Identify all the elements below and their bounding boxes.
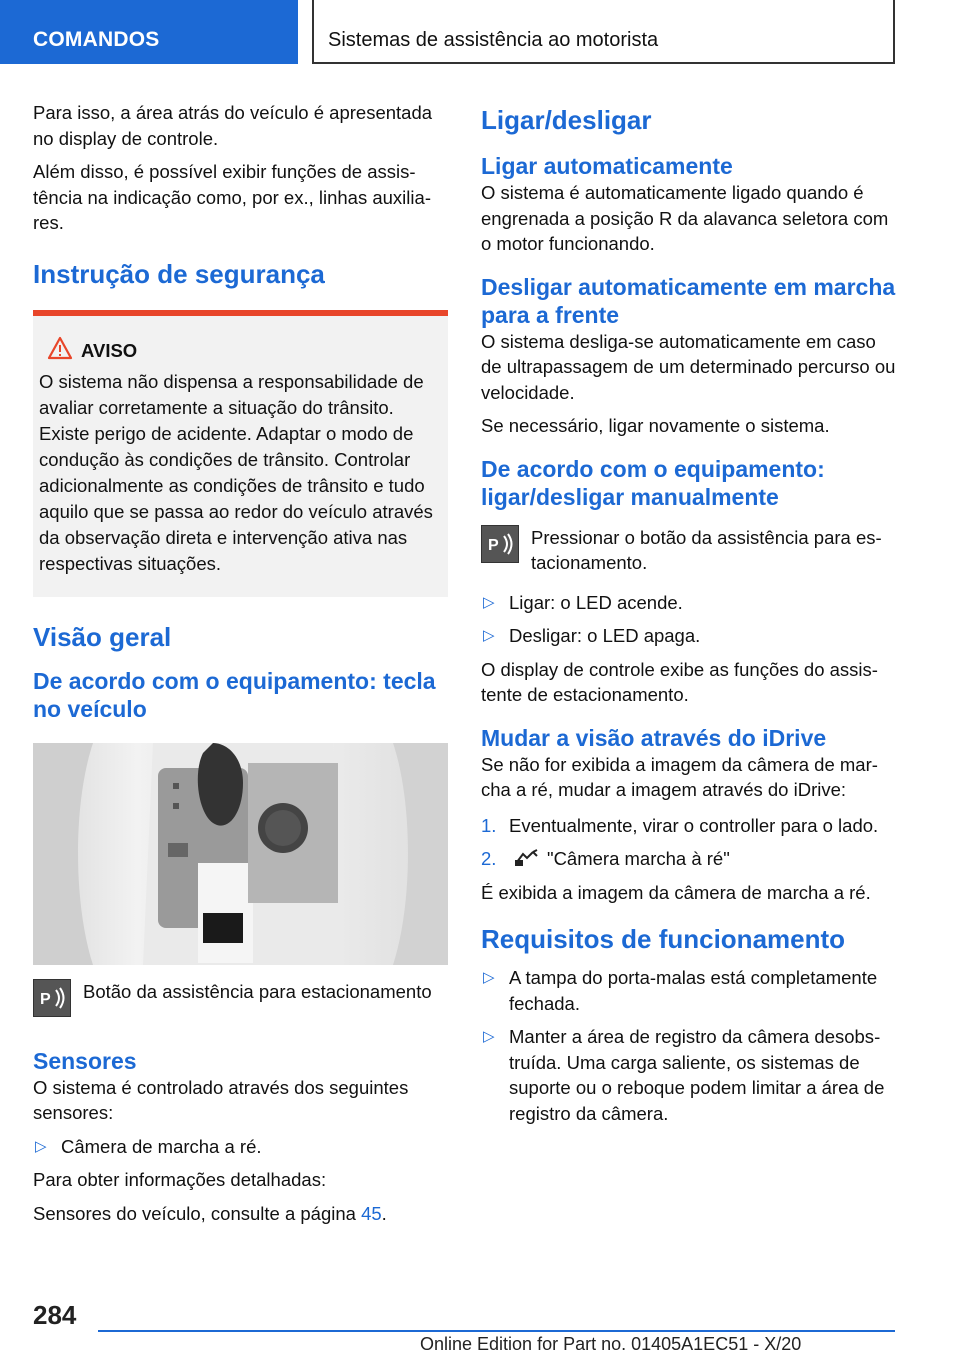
rear-camera-icon bbox=[513, 848, 541, 868]
bullet-icon: ▷ bbox=[483, 593, 495, 611]
list-item: 1. Eventualmente, virar o controller para o lado. bbox=[481, 814, 879, 836]
caption-text: Botão da assistência para estacionamento bbox=[83, 980, 432, 1002]
manual-heading: De acordo com o equipamento: ligar/desligar manualmente bbox=[481, 455, 825, 510]
manual-instruction-text: Pressionar o botão da assistência para estacionamento. bbox=[531, 526, 882, 573]
idrive-heading: Mudar a visão através do iDrive bbox=[481, 724, 827, 751]
warning-box bbox=[33, 316, 448, 597]
details-text: Para obter informações detalhadas: bbox=[33, 1169, 327, 1190]
sensors-text: O sistema é controlado através dos seguintes sensores: bbox=[33, 1076, 409, 1123]
auto-off-heading: Desligar automaticamente em marcha para a frente bbox=[481, 273, 896, 328]
page-reference: Sensores do veículo, consulte a página 45. bbox=[33, 1202, 387, 1224]
svg-text:P: P bbox=[40, 990, 51, 1008]
overview-heading: Visão geral bbox=[33, 621, 172, 652]
list-item: 2. "Câmera marcha à ré" bbox=[481, 848, 730, 869]
left-column bbox=[33, 100, 448, 1234]
equipment-heading: De acordo com o equipamento: tecla no veículo bbox=[33, 667, 436, 722]
warning-text: O sistema não dispensa a responsabilidade de avaliar corretamente a situação do trânsito. Existe perigo de acidente. Adaptar o modo de condução às condições de trânsito. Controlar adicionalmente as condições de trânsito e tudo aquilo que se passa ao redor do veículo através da observação direta e intervenção ativa nas respectivas situações. bbox=[39, 370, 433, 574]
list-item: ▷ Ligar: o LED acende. bbox=[481, 590, 901, 616]
intro-paragraph-2: Além disso, é possível exibir funções de assistência na indicação como, por ex., linhas auxiliares. bbox=[33, 161, 431, 233]
footer-divider bbox=[98, 1330, 895, 1332]
list-item: ▷ Desligar: o LED apaga. bbox=[481, 623, 901, 649]
footer-edition: Online Edition for Part no. 01405A1EC51 - X/20 bbox=[420, 1334, 802, 1354]
onoff-heading: Ligar/desligar bbox=[481, 105, 652, 135]
bullet-icon: ▷ bbox=[483, 1028, 495, 1045]
section-tab: COMANDOS bbox=[0, 0, 298, 64]
right-column bbox=[481, 100, 901, 1134]
idrive-result: É exibida a imagem da câmera de marcha a ré. bbox=[481, 881, 871, 903]
auto-on-heading: Ligar automaticamente bbox=[481, 153, 733, 179]
list-item: ▷ Manter a área de registro da câmera desobstruída. Uma carga saliente, os sistemas de suporte ou o reboque podem limitar a área de registro da câmera. bbox=[483, 1026, 885, 1124]
svg-text:P: P bbox=[488, 536, 499, 554]
idrive-text: Se não for exibida a imagem da câmera de marcha a ré, mudar a imagem através do iDrive: bbox=[481, 753, 878, 800]
auto-off-text-2: Se necessário, ligar novamente o sistema. bbox=[481, 415, 830, 436]
page-link[interactable]: 45 bbox=[361, 1202, 382, 1224]
bullet-icon: ▷ bbox=[483, 969, 495, 986]
console-photo bbox=[33, 743, 448, 965]
manual-instruction bbox=[481, 525, 901, 576]
safety-heading: Instrução de segurança bbox=[33, 258, 325, 289]
display-text: O display de controle exibe as funções do assistente de estacionamento. bbox=[481, 658, 878, 705]
parking-button-caption bbox=[33, 979, 448, 1019]
bullet-icon: ▷ bbox=[483, 627, 495, 644]
auto-off-text: O sistema desliga-se automaticamente em caso de ultrapassagem de um determinado percurso ou velocidade. bbox=[481, 330, 896, 403]
page-number: 284 bbox=[33, 1300, 77, 1330]
list-item: ▷ A tampa do porta-malas está completamente fechada. bbox=[483, 967, 878, 1014]
requirements-heading: Requisitos de funcionamento bbox=[481, 924, 846, 954]
parking-assist-icon bbox=[481, 525, 519, 563]
parking-assist-icon bbox=[33, 979, 71, 1017]
warning-title bbox=[39, 336, 438, 367]
intro-paragraph: Para isso, a área atrás do veículo é apresentada no display de controle. bbox=[33, 102, 433, 149]
sensors-heading: Sensores bbox=[33, 1047, 137, 1074]
warning-label: AVISO bbox=[81, 339, 138, 361]
chapter-title: Sistemas de assistência ao motorista bbox=[312, 0, 895, 64]
list-item: ▷ Câmera de marcha a ré. bbox=[33, 1134, 448, 1160]
bullet-icon: ▷ bbox=[35, 1137, 47, 1155]
auto-on-text: O sistema é automaticamente ligado quando é engrenada a posição R da alavanca seletora com o motor funcionando. bbox=[481, 182, 889, 254]
warning-triangle-icon bbox=[47, 336, 75, 367]
